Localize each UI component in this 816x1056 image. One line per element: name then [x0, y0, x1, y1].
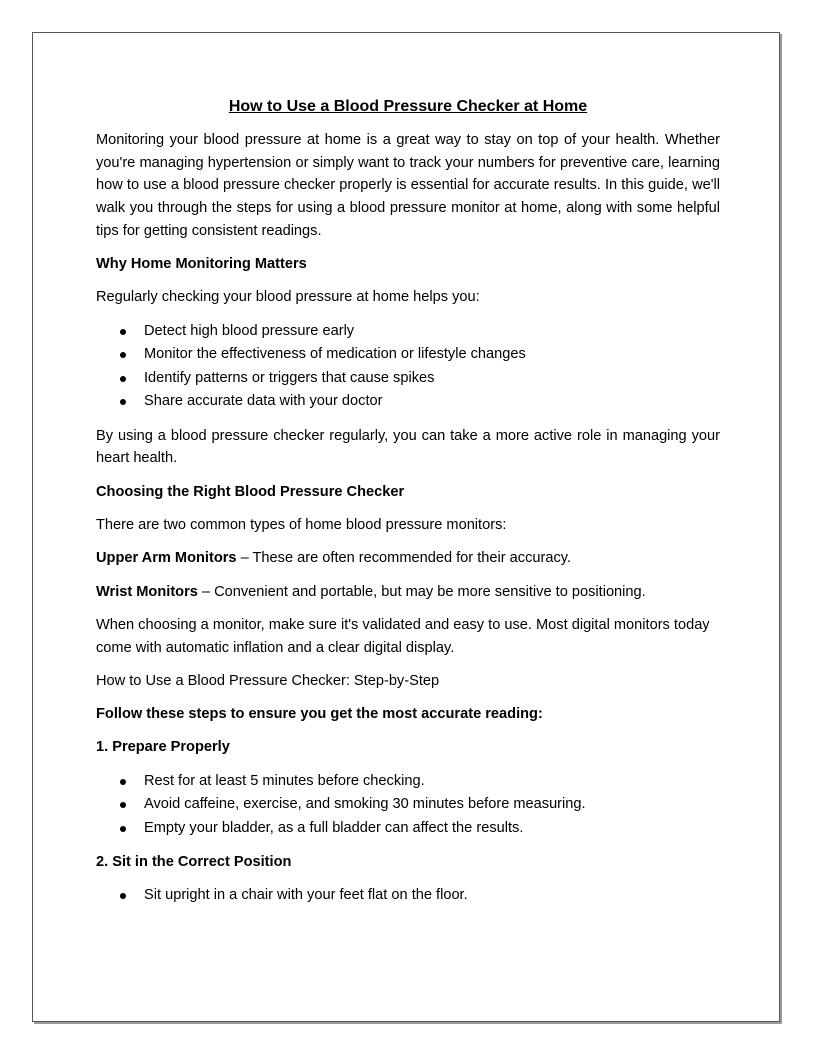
upper-arm-label: Upper Arm Monitors [96, 550, 237, 567]
step2-list [96, 884, 720, 908]
list-item: Share accurate data with your doctor [96, 390, 720, 414]
choosing-closing: When choosing a monitor, make sure it's validated and easy to use. Most digital monitors today come with automatic inflation and a clear digital display. [96, 616, 710, 656]
upper-arm-text: – These are often recommended for their accuracy. [236, 550, 572, 567]
wrist-label: Wrist Monitors [96, 583, 198, 600]
upper-arm-paragraph [96, 547, 720, 570]
steps-heading: How to Use a Blood Pressure Checker: Step-by-Step [96, 672, 440, 689]
wrist-paragraph [96, 581, 720, 604]
list-item: Monitor the effectiveness of medication or lifestyle changes [96, 343, 720, 367]
steps-lead: Follow these steps to ensure you get the most accurate reading: [96, 706, 543, 723]
why-monitoring-lead: Regularly checking your blood pressure at home helps you: [96, 289, 480, 306]
step2-heading: 2. Sit in the Correct Position [96, 854, 292, 871]
list-item: Identify patterns or triggers that cause spikes [96, 367, 720, 391]
why-monitoring-heading: Why Home Monitoring Matters [96, 256, 307, 273]
list-item: Rest for at least 5 minutes before checking. [96, 770, 720, 794]
step1-heading: 1. Prepare Properly [96, 739, 230, 756]
intro-paragraph: Monitoring your blood pressure at home is a great way to stay on top of your health. Whether you're managing hypertension or simply want to track your numbers for preventive care, learning how to use a blood pressure checker properly is essential for accurate results. In this guide, we'll walk you through the steps for using a blood pressure monitor at home, along with some helpful tips for getting consistent readings. [96, 132, 720, 239]
why-monitoring-closing: By using a blood pressure checker regularly, you can take a more active role in managing your heart health. [96, 427, 720, 467]
why-monitoring-list [96, 320, 720, 414]
list-item: Sit upright in a chair with your feet flat on the floor. [96, 884, 720, 908]
step1-list [96, 770, 720, 841]
list-item: Detect high blood pressure early [96, 320, 720, 344]
list-item: Empty your bladder, as a full bladder can affect the results. [96, 817, 720, 841]
choosing-heading: Choosing the Right Blood Pressure Checker [96, 483, 405, 500]
page-title: How to Use a Blood Pressure Checker at Home [228, 98, 588, 115]
document-body [96, 96, 720, 919]
choosing-lead: There are two common types of home blood pressure monitors: [96, 516, 507, 533]
wrist-text: – Convenient and portable, but may be more sensitive to positioning. [197, 583, 646, 600]
list-item: Avoid caffeine, exercise, and smoking 30 minutes before measuring. [96, 793, 720, 817]
